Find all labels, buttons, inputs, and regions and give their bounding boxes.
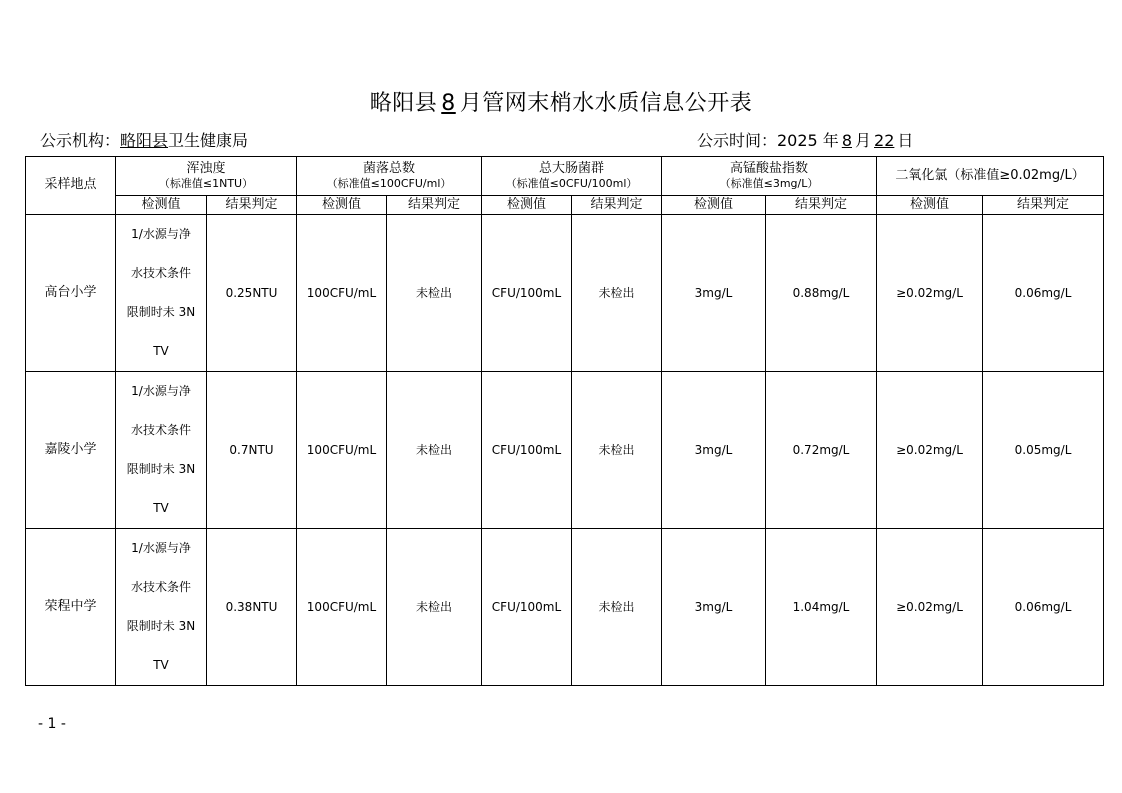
permanganate-value-cell: 3mg/L [662, 372, 766, 529]
chlorine-value-cell: ≥0.02mg/L [877, 372, 983, 529]
coliform-result-cell: 未检出 [572, 372, 662, 529]
subheader-judgment: 结果判定 [207, 196, 297, 215]
coliform-result-cell: 未检出 [572, 529, 662, 686]
table-row [26, 529, 1104, 686]
colony-result-cell: 未检出 [387, 529, 482, 686]
location-cell: 荣程中学 [26, 529, 116, 686]
subheader-judgment: 结果判定 [387, 196, 482, 215]
water-quality-table [25, 156, 1104, 686]
permanganate-result-cell: 0.88mg/L [766, 215, 877, 372]
location-cell: 高台小学 [26, 215, 116, 372]
header-row-2 [26, 196, 1104, 215]
date-label: 公示时间：2025 年 [697, 131, 839, 150]
date-mid: 月 [855, 131, 872, 150]
group-header-chlorine: 二氧化氯（标准值≥0.02mg/L） [877, 157, 1104, 196]
subheader-measured: 检测值 [877, 196, 983, 215]
subheader-judgment: 结果判定 [766, 196, 877, 215]
colony-value-cell: 100CFU/mL [297, 372, 387, 529]
date-suffix: 日 [897, 131, 914, 150]
location-header: 采样地点 [26, 157, 116, 215]
turbidity-result-cell: 0.7NTU [207, 372, 297, 529]
turbidity-note-cell: 1/水源与净 水技术条件 限制时未 3N TV [116, 529, 207, 686]
chlorine-result-cell: 0.06mg/L [983, 215, 1104, 372]
coliform-result-cell: 未检出 [572, 215, 662, 372]
group-header-turbidity: 浑浊度 （标准值≤1NTU） [116, 157, 297, 196]
agency-name-rest: 卫生健康局 [168, 131, 249, 150]
colony-result-cell: 未检出 [387, 372, 482, 529]
turbidity-note-cell: 1/水源与净 水技术条件 限制时未 3N TV [116, 215, 207, 372]
subheader-measured: 检测值 [482, 196, 572, 215]
page-number: - 1 - [38, 716, 66, 732]
agency-line [40, 128, 248, 151]
coliform-value-cell: CFU/100mL [482, 372, 572, 529]
page-title [0, 86, 1122, 117]
turbidity-result-cell: 0.25NTU [207, 215, 297, 372]
title-month: 8 [441, 91, 456, 116]
chlorine-value-cell: ≥0.02mg/L [877, 215, 983, 372]
table-row [26, 215, 1104, 372]
permanganate-result-cell: 1.04mg/L [766, 529, 877, 686]
header-row-1 [26, 157, 1104, 196]
subheader-measured: 检测值 [662, 196, 766, 215]
chlorine-value-cell: ≥0.02mg/L [877, 529, 983, 686]
group-header-colony: 菌落总数 （标准值≤100CFU/ml） [297, 157, 482, 196]
date-line [697, 128, 913, 151]
colony-value-cell: 100CFU/mL [297, 529, 387, 686]
location-cell: 嘉陵小学 [26, 372, 116, 529]
turbidity-result-cell: 0.38NTU [207, 529, 297, 686]
turbidity-note-cell: 1/水源与净 水技术条件 限制时未 3N TV [116, 372, 207, 529]
agency-name: 略阳县 [120, 131, 169, 150]
title-prefix: 略阳县 [369, 91, 438, 116]
coliform-value-cell: CFU/100mL [482, 215, 572, 372]
date-month: 8 [841, 131, 852, 150]
subheader-judgment: 结果判定 [983, 196, 1104, 215]
group-header-coliform: 总大肠菌群 （标准值≤0CFU/100ml） [482, 157, 662, 196]
colony-result-cell: 未检出 [387, 215, 482, 372]
subheader-judgment: 结果判定 [572, 196, 662, 215]
permanganate-result-cell: 0.72mg/L [766, 372, 877, 529]
chlorine-result-cell: 0.05mg/L [983, 372, 1104, 529]
group-header-permanganate: 高锰酸盐指数 （标准值≤3mg/L） [662, 157, 877, 196]
subheader-measured: 检测值 [297, 196, 387, 215]
permanganate-value-cell: 3mg/L [662, 529, 766, 686]
chlorine-result-cell: 0.06mg/L [983, 529, 1104, 686]
title-suffix: 月管网末梢水水质信息公开表 [459, 91, 753, 116]
coliform-value-cell: CFU/100mL [482, 529, 572, 686]
date-day: 22 [874, 131, 895, 150]
agency-label: 公示机构： [40, 131, 121, 150]
colony-value-cell: 100CFU/mL [297, 215, 387, 372]
table-row [26, 372, 1104, 529]
permanganate-value-cell: 3mg/L [662, 215, 766, 372]
subheader-measured: 检测值 [116, 196, 207, 215]
